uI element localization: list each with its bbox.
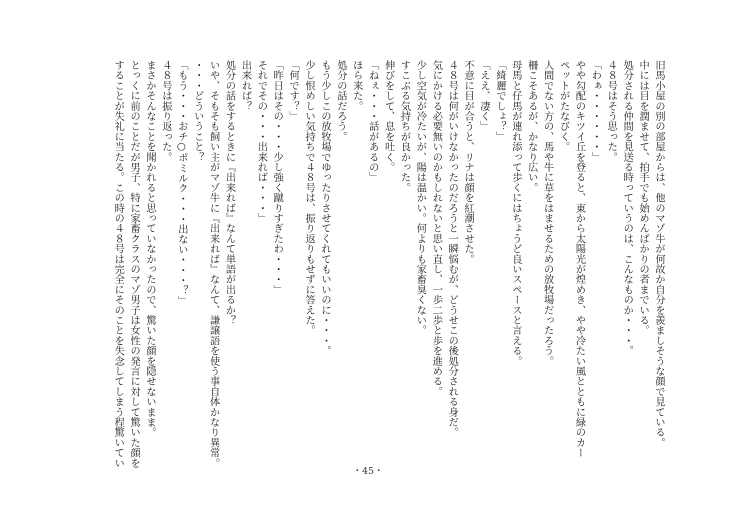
- text-line: やや勾配のキツイ丘を登ると、東から太陽光が煌めき、やや冷たい風とともに緑のカー: [573, 60, 585, 458]
- text-line: 人間でない方の、馬や牛に草をはませるための放牧場だったろう。: [541, 60, 553, 366]
- text-line: 気にかける必要無いのかもしれないと思い直し、一歩二歩と歩を進める。: [430, 60, 442, 397]
- text-line: 「ええ、凄く」: [478, 60, 490, 132]
- text-line: 「ねぇ・・・話があるの」: [366, 60, 378, 183]
- text-line: 「わぁ・・・・・・」: [589, 60, 601, 162]
- text-line: 母馬と仔馬が連れ添って歩くにはちょうど良いスペースと言える。: [509, 60, 521, 366]
- text-line: 少し空気が冷たいが、陽は温かい。何よりも家畜臭くない。: [414, 60, 426, 336]
- text-line: 少し恨めしい気持ちで４８号は、振り返りもせずに答えた。: [303, 60, 315, 336]
- text-line: もう少しこの放牧場でゆったりさせてくれてもいいのに・・・。: [318, 60, 330, 356]
- text-line: ペットがたなびく。: [557, 60, 569, 152]
- text-line: まさかそんなことを聞かれると思っていなかったので、驚いた顔を隠せないまま。: [144, 60, 155, 438]
- text-line: 中には目を潤ませて、拍手でも始めんばかりの者までいる。: [637, 60, 649, 336]
- text-line: それでその・・・出来れば・・・」: [255, 60, 267, 224]
- text-line: 「もう・・・おチ○ポミルク・・・出ない・・・？」: [175, 60, 187, 306]
- text-line: ほら来た。: [350, 60, 362, 111]
- text-line: すこぶる気持ちが良かった。: [398, 60, 410, 193]
- text-line: ４８号は振り返った。: [159, 60, 171, 162]
- text-line: 処分される仲間を見送る時っていうのは、こんなものか・・・。: [621, 60, 633, 356]
- text-line: いや、そもそも飼い主がマゾ牛に『出来れば』なんて、謙譲語を使う事自体かなり異常。: [207, 60, 219, 468]
- text-line: ４８号は何がいけなかったのだろうと一瞬悩むが、どうせこの後処分される身だ。: [446, 60, 458, 438]
- text-line: 「何です？」: [287, 60, 299, 122]
- text-line: 不意に目が合うと、リナは顔を紅潮させた。: [462, 60, 474, 264]
- text-line: 「綺麗でしょ？」: [493, 60, 505, 142]
- vertical-text-body: [109, 60, 666, 468]
- text-line: ・・・どういうこと？: [191, 60, 203, 162]
- text-line: 柵こそあるが、かなり広い。: [525, 60, 537, 193]
- text-line: 処分の話をするときに『出来れば』なんて単語が出るか？: [223, 60, 235, 326]
- text-line: 旧馬小屋の別の部屋からは、他のマゾ牛が何故か自分を羨ましそうな顔で見ている。: [653, 60, 664, 448]
- text-line: 出来れば？: [239, 60, 251, 111]
- text-line: 「昨日はその・・・少し強く蹴りすぎたわ・・・」: [271, 60, 283, 295]
- text-line: 処分の話だろう。: [334, 60, 346, 142]
- text-line: とっくに前のことだが男子、特に家畜クラスのマゾ男子は女性の発言に対して驚いた顔を: [128, 60, 140, 468]
- text-line: 伸びをして、息を吐く。: [382, 60, 394, 173]
- text-line: ４８号はそう思った。: [605, 60, 617, 162]
- page-number: ・45・: [352, 466, 384, 477]
- text-line: することが失礼に当たる。この時の４８号は完全にそのことを失念してしまう程驚いてい: [112, 60, 124, 468]
